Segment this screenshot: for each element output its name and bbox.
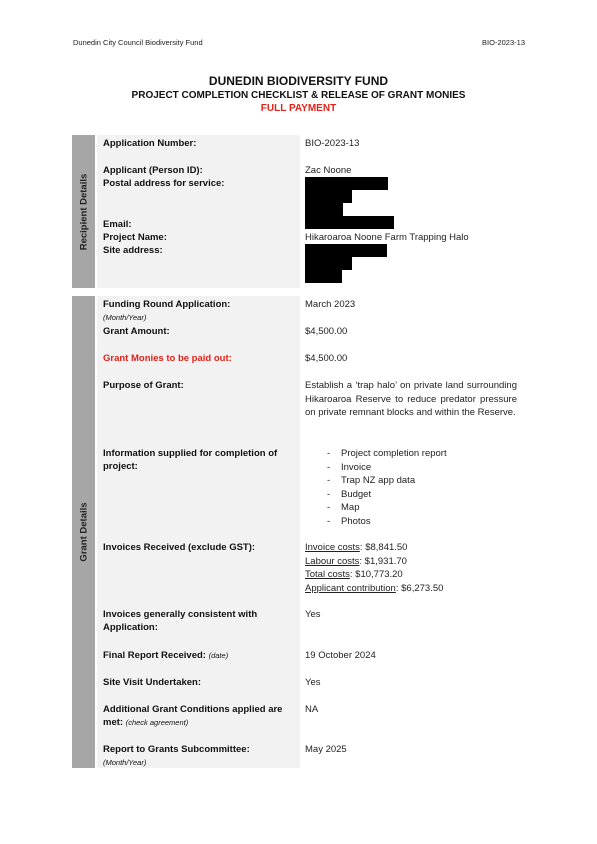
final-report-sub: (date) bbox=[208, 651, 229, 660]
conditions-value: NA bbox=[305, 704, 319, 715]
application-number-value: BIO-2023-13 bbox=[305, 138, 360, 149]
redaction-postal-3 bbox=[305, 203, 343, 216]
conditions-label: Additional Grant Conditions applied are met: (check agreement) bbox=[103, 704, 283, 728]
doc-title: DUNEDIN BIODIVERSITY FUND bbox=[208, 74, 389, 88]
consistent-value: Yes bbox=[305, 609, 321, 620]
list-item: - Map bbox=[305, 501, 447, 515]
grant-section-label: Grant Details bbox=[78, 502, 89, 562]
conditions-sub: (check agreement) bbox=[125, 718, 189, 727]
redaction-email bbox=[305, 216, 394, 229]
recipient-section-label: Recipient Details bbox=[78, 173, 89, 250]
recipient-label-column bbox=[97, 135, 300, 288]
email-label: Email: bbox=[103, 219, 132, 230]
info-supplied-label: Information supplied for completion of project: bbox=[103, 448, 278, 472]
payment-type: FULL PAYMENT bbox=[260, 103, 337, 114]
subcommittee-sub: (Month/Year) bbox=[103, 758, 147, 767]
site-visit-value: Yes bbox=[305, 677, 321, 688]
invoices-label: Invoices Received (exclude GST): bbox=[103, 542, 256, 553]
doc-subtitle: PROJECT COMPLETION CHECKLIST & RELEASE OF GRANT MONIES bbox=[131, 90, 466, 101]
project-name-value: Hikaroaroa Noone Farm Trapping Halo bbox=[305, 232, 469, 243]
list-item: - Project completion report bbox=[305, 447, 447, 461]
redaction-postal-1 bbox=[305, 177, 388, 190]
application-number-label: Application Number: bbox=[103, 138, 197, 149]
site-visit-label: Site Visit Undertaken: bbox=[103, 677, 202, 688]
title-block bbox=[0, 74, 597, 115]
funding-round-label: Funding Round Application: (Month/Year) bbox=[103, 299, 231, 322]
consistent-label: Invoices generally consistent with Application: bbox=[103, 609, 258, 633]
list-item: - Budget bbox=[305, 488, 447, 502]
applicant-contribution-line: Applicant contribution: $6,273.50 bbox=[305, 582, 444, 594]
invoices-values bbox=[305, 541, 443, 595]
subcommittee-value: May 2025 bbox=[305, 744, 347, 755]
recipient-sidebar bbox=[72, 135, 95, 288]
redaction-site-2 bbox=[305, 257, 352, 270]
purpose-value: Establish a ‘trap halo’ on private land surrounding Hikaroaroa Reserve to reduce predator pressure on private remnant blocks and within the Reserve. bbox=[305, 380, 517, 418]
grant-amount-label: Grant Amount: bbox=[103, 326, 170, 337]
subcommittee-label: Report to Grants Subcommittee: (Month/Year) bbox=[103, 744, 250, 767]
header-ref: BIO-2023-13 bbox=[482, 38, 525, 47]
redaction-site-1 bbox=[305, 244, 387, 257]
grant-amount-value: $4,500.00 bbox=[305, 326, 348, 337]
labour-costs-line: Labour costs: $1,931.70 bbox=[305, 555, 407, 567]
project-name-label: Project Name: bbox=[103, 232, 167, 243]
site-address-label: Site address: bbox=[103, 245, 163, 256]
redaction-site-3 bbox=[305, 270, 342, 283]
final-report-value: 19 October 2024 bbox=[305, 650, 376, 661]
paid-out-label: Grant Monies to be paid out: bbox=[103, 353, 232, 364]
paid-out-value: $4,500.00 bbox=[305, 353, 348, 364]
grant-label-column bbox=[97, 296, 300, 768]
list-item: - Photos bbox=[305, 515, 447, 529]
purpose-label: Purpose of Grant: bbox=[103, 380, 184, 391]
funding-round-sub: (Month/Year) bbox=[103, 313, 147, 322]
total-costs-line: Total costs: $10,773.20 bbox=[305, 569, 403, 580]
header-org: Dunedin City Council Biodiversity Fund bbox=[73, 38, 203, 47]
funding-round-value: March 2023 bbox=[305, 299, 356, 310]
applicant-value: Zac Noone bbox=[305, 165, 352, 176]
applicant-label: Applicant (Person ID): bbox=[103, 165, 203, 176]
redaction-postal-2 bbox=[305, 190, 352, 203]
list-item: - Trap NZ app data bbox=[305, 474, 447, 488]
list-item: - Invoice bbox=[305, 461, 447, 475]
grant-sidebar bbox=[72, 296, 95, 768]
final-report-label: Final Report Received: (date) bbox=[103, 650, 229, 661]
invoice-costs-line: Invoice costs: $8,841.50 bbox=[305, 542, 408, 553]
postal-address-label: Postal address for service: bbox=[103, 178, 225, 189]
info-supplied-list bbox=[305, 447, 447, 528]
